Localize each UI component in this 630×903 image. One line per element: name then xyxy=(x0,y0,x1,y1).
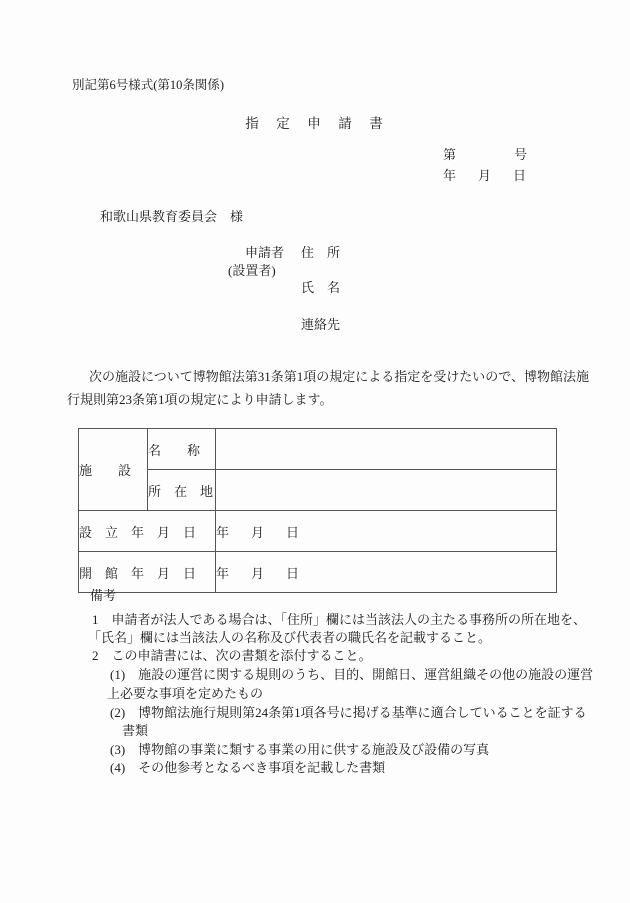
note-line: 書類 xyxy=(122,723,149,738)
applicant-address-label: 住 所 xyxy=(301,245,341,260)
note-line: (4) その他参考となるべき事項を記載した書類 xyxy=(110,760,386,775)
table-row xyxy=(79,511,557,552)
note-line: (2) 博物館法施行規則第24条第1項各号に掲げる基準に適合していることを証する xyxy=(110,705,587,720)
table-row xyxy=(79,552,557,593)
doc-number-suffix: 号 xyxy=(514,147,528,162)
facility-location-value-cell xyxy=(216,470,557,511)
applicant-role-sub-label: (設置者) xyxy=(228,263,276,278)
form-reference-label: 別記第6号様式(第10条関係) xyxy=(72,78,225,92)
established-date-header-cell: 設 立 年 月 日 xyxy=(79,511,216,552)
applicant-role-label: 申請者 xyxy=(245,245,285,260)
note-line: 上必要な事項を定めたもの xyxy=(107,686,264,701)
table-row xyxy=(79,429,557,470)
facility-name-header-cell: 名 称 xyxy=(148,429,216,470)
application-table xyxy=(78,428,557,593)
facility-name-value-cell xyxy=(216,429,557,470)
doc-number-prefix: 第 xyxy=(443,147,457,162)
note-line: (3) 博物館の事業に類する事業の用に供する施設及び設備の写真 xyxy=(110,742,490,757)
established-date-value-cell: 年 月 日 xyxy=(216,511,557,552)
notes-heading: 備考 xyxy=(90,588,117,603)
applicant-contact-label: 連絡先 xyxy=(301,317,341,332)
document-number-field xyxy=(443,147,527,163)
opened-date-header-cell: 開 館 年 月 日 xyxy=(79,552,216,593)
note-line: 2 この申請書には、次の書類を添付すること。 xyxy=(92,648,372,663)
facility-location-header-cell: 所 在 地 xyxy=(148,470,216,511)
document-date-field: 年 月 日 xyxy=(443,168,531,183)
body-paragraph-line: 次の施設について博物館法第31条第1項の規定による指定を受けたいので、博物館法施 xyxy=(89,369,589,384)
note-line: 「氏名」欄には当該法人の名称及び代表者の職氏名を記載すること。 xyxy=(88,630,492,645)
note-line: 1 申請者が法人である場合は、「住所」欄には当該法人の主たる事務所の所在地を、 xyxy=(92,612,587,627)
applicant-name-label: 氏 名 xyxy=(301,280,341,295)
opened-date-value-cell: 年 月 日 xyxy=(216,552,557,593)
page-title: 指 定 申 請 書 xyxy=(245,116,385,131)
addressee-line: 和歌山県教育委員会 様 xyxy=(100,209,244,224)
note-line: (1) 施設の運営に関する規則のうち、目的、開館日、運営組織その他の施設の運営 xyxy=(110,667,594,682)
table-row xyxy=(79,470,557,511)
facility-header-cell: 施 設 xyxy=(79,429,148,511)
body-paragraph-line: 行規則第23条第1項の規定により申請します。 xyxy=(67,392,333,407)
